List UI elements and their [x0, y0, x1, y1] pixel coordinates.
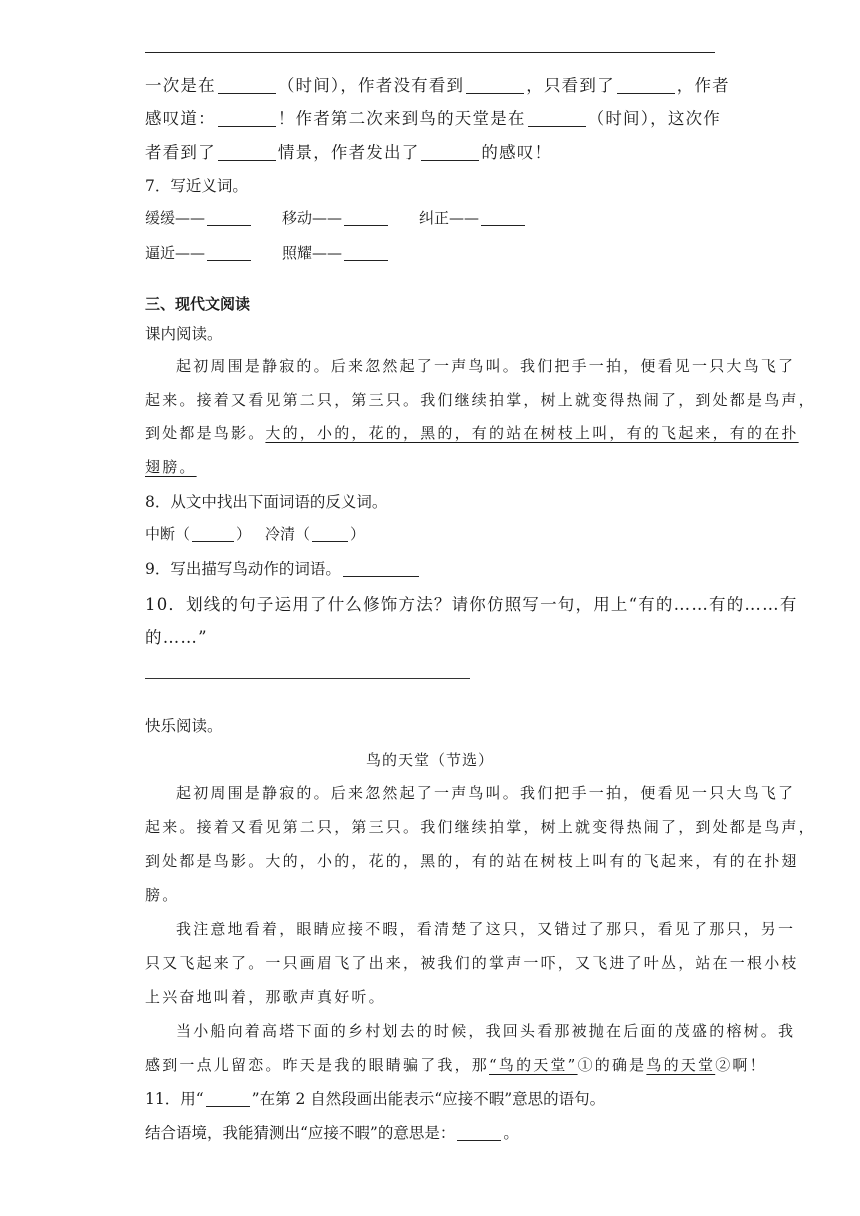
passage-text: 到处都是鸟影。 [145, 424, 266, 442]
answer-blank[interactable] [481, 209, 525, 226]
q11-text: 。 [503, 1124, 519, 1142]
passage1-line [145, 422, 799, 443]
passage1-line: 起初周围是静寂的。后来忽然起了一声鸟叫。我们把手一拍，便看见一只大鸟飞了 [176, 357, 796, 375]
passage2-line: 到处都是鸟影。大的，小的，花的，黑的，有的站在树枝上叫有的飞起来，有的在扑翅 [145, 852, 799, 870]
synonym-item [282, 242, 390, 263]
synonym-item [145, 207, 253, 228]
synonym-word: 逼近—— [145, 244, 206, 262]
header-rule [145, 52, 715, 53]
underlined-phrase: “鸟的天堂” [489, 1056, 578, 1074]
q6-text: ，作者 [676, 76, 730, 95]
sub-heading-in-class: 课内阅读。 [145, 325, 223, 343]
answer-blank[interactable] [344, 244, 388, 261]
passage2-title: 鸟的天堂（节选） [365, 751, 494, 769]
q11-text: 结合语境，我能猜测出“应接不暇”的意思是： [145, 1124, 456, 1142]
passage-text: 啊！ [732, 1056, 767, 1074]
answer-blank[interactable] [218, 110, 276, 127]
bracket: ） [350, 525, 366, 543]
passage2-line: 当小船向着高塔下面的乡村划去的时候，我回头看那被抛在后面的茂盛的榕树。我 [176, 1022, 796, 1040]
q6-text: ，只看到了 [526, 76, 615, 95]
synonym-word: 纠正—— [419, 209, 480, 227]
antonym-word: 中断（ [145, 525, 191, 543]
q9-line [145, 557, 720, 579]
marker-2: ② [715, 1056, 733, 1074]
passage2-line: 起初周围是静寂的。后来忽然起了一声鸟叫。我们把手一拍，便看见一只大鸟飞了 [176, 784, 796, 802]
answer-blank[interactable] [421, 144, 479, 161]
marker-1: ① [577, 1056, 595, 1074]
answer-blank[interactable] [312, 525, 348, 542]
q6-text: 感叹道： [145, 109, 216, 128]
underlined-sentence: 大的，小的，花的，黑的，有的站在树枝上叫，有的飞起来，有的在扑 [265, 424, 799, 442]
answer-blank[interactable] [218, 77, 276, 94]
answer-line[interactable] [145, 678, 470, 679]
underlined-phrase: 鸟的天堂 [646, 1056, 716, 1074]
section-heading: 三、现代文阅读 [145, 295, 251, 313]
synonym-item [419, 207, 527, 228]
q6-text: （时间），作者没有看到 [277, 76, 465, 95]
q6-line-2 [145, 105, 720, 129]
q6-text: 的感叹！ [481, 143, 553, 162]
passage1-line: 起来。接着又看见第二只，第三只。我们继续拍掌，树上就变得热闹了，到处都是鸟声， [145, 391, 816, 409]
answer-blank[interactable] [528, 110, 586, 127]
q6-text: 情景，作者发出了 [277, 143, 420, 162]
passage1-line [145, 456, 720, 477]
answer-blank[interactable] [206, 1090, 250, 1107]
antonym-item [265, 523, 365, 544]
q6-text: ！作者第二次来到鸟的天堂是在 [277, 109, 526, 128]
answer-blank[interactable] [218, 144, 276, 161]
q7-title: 7．写近义词。 [145, 177, 248, 195]
bracket: ） [236, 525, 252, 543]
passage-text: 的确是 [594, 1056, 647, 1074]
answer-blank[interactable] [207, 244, 251, 261]
q6-text: （时间），这次作 [587, 109, 721, 128]
antonym-item [145, 523, 251, 544]
answer-blank[interactable] [344, 209, 388, 226]
synonym-word: 缓缓—— [145, 209, 206, 227]
answer-blank[interactable] [207, 209, 251, 226]
answer-blank[interactable] [466, 77, 524, 94]
q9-title: 9．写出描写鸟动作的词语。 [145, 560, 341, 578]
passage-text: 感到一点儿留恋。昨天是我的眼睛骗了我，那 [145, 1056, 490, 1074]
q8-title: 8．从文中找出下面词语的反义词。 [145, 493, 388, 511]
q6-line-3 [145, 139, 720, 163]
q6-line-1 [145, 72, 730, 96]
answer-blank[interactable] [343, 560, 419, 577]
q11-line [145, 1121, 720, 1143]
underlined-sentence: 翅膀。 [145, 458, 197, 476]
synonym-item [282, 207, 390, 228]
answer-blank[interactable] [192, 525, 234, 542]
q10-line: 10．划线的句子运用了什么修饰方法？请你仿照写一句，用上“有的……有的……有 [145, 595, 798, 614]
passage2-line: 膀。 [145, 886, 180, 904]
passage2-line: 起来。接着又看见第二只，第三只。我们继续拍掌，树上就变得热闹了，到处都是鸟声， [145, 818, 816, 836]
q11-text: 11．用“ [145, 1090, 204, 1108]
q6-text: 者看到了 [145, 143, 216, 162]
synonym-word: 照耀—— [282, 244, 343, 262]
q11-text: ”在第 2 自然段画出能表示“应接不暇”意思的语句。 [251, 1090, 606, 1108]
q11-line [145, 1087, 720, 1109]
q10-line: 的……” [145, 628, 208, 647]
synonym-word: 移动—— [282, 209, 343, 227]
answer-blank[interactable] [457, 1124, 501, 1141]
synonym-item [145, 242, 253, 263]
passage2-line: 上兴奋地叫着，那歌声真好听。 [145, 988, 386, 1006]
passage2-line: 只又飞起来了。一只画眉飞了出来，被我们的掌声一吓，又飞进了叶丛，站在一根小枝 [145, 954, 799, 972]
q6-text: 一次是在 [145, 76, 216, 95]
sub-heading-happy-reading: 快乐阅读。 [145, 717, 223, 735]
passage2-line [145, 1054, 767, 1075]
answer-blank[interactable] [617, 77, 675, 94]
antonym-word: 冷清（ [265, 525, 311, 543]
passage2-line: 我注意地看着，眼睛应接不暇，看清楚了这只，又错过了那只，看见了那只，另一 [176, 920, 796, 938]
